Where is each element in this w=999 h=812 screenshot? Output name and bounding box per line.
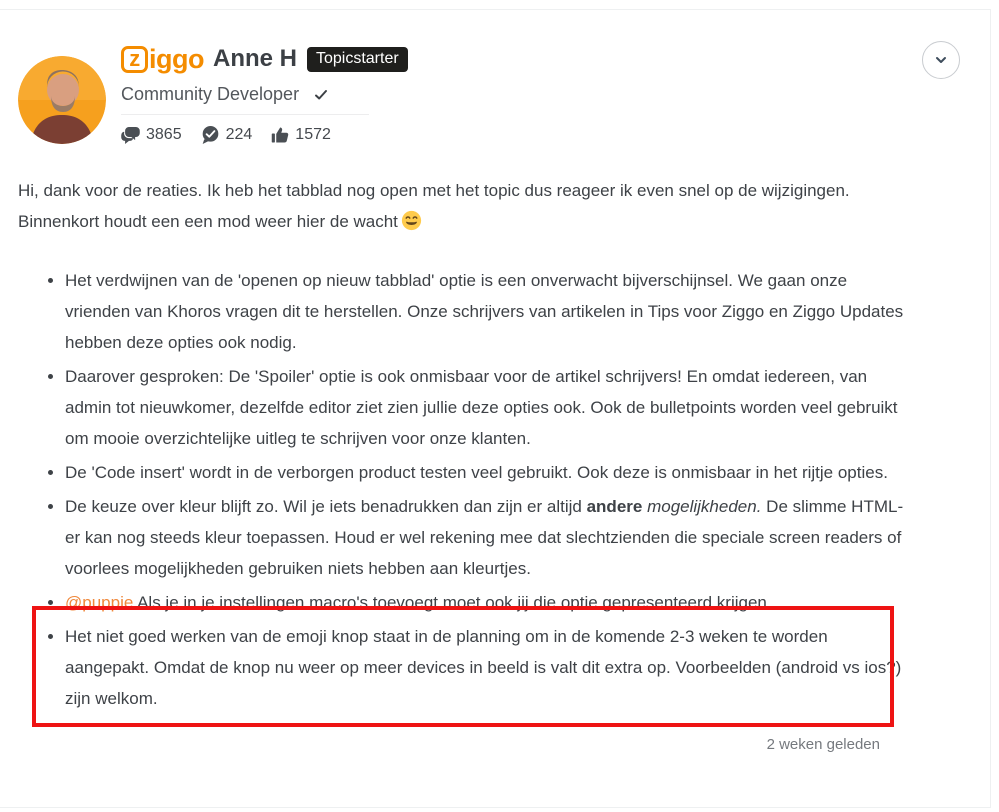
header-divider xyxy=(121,114,369,115)
bullet-text: De 'Code insert' wordt in de verborgen product testen veel gebruikt. Ook deze is onmisbaar in het rijtje opties. xyxy=(65,463,888,482)
ziggo-logo: z iggo xyxy=(121,44,204,75)
chevron-down-icon xyxy=(931,50,951,70)
bullet-text: De slimme HTML-er kan nog steeds kleur toepassen. Houd er wel rekening mee dat slechtzienden die speciale screen readers of voorlees mogelijkheden gebruiken niets hebben aan kleurtjes. xyxy=(65,497,904,578)
comments-count: 3865 xyxy=(121,126,182,144)
bullet-text: De keuze over kleur blijft zo. Wil je iets benadrukken dan zijn er altijd xyxy=(65,497,587,516)
likes-icon xyxy=(271,126,289,144)
intro-paragraph: Hi, dank voor de reaties. Ik heb het tabblad nog open met het topic dus reageer ik even snel op de wijzigingen. Binnenkort houdt een een mod weer hier de wacht xyxy=(18,175,904,241)
post-header xyxy=(18,43,990,144)
bullet-list xyxy=(18,265,904,714)
bullet-item xyxy=(65,587,904,618)
timestamp-row xyxy=(18,736,904,754)
solutions-icon xyxy=(201,126,220,144)
bullet-text: Als je in je instellingen macro's toevoegt moet ook jij die optie gepresenteerd krijgen. xyxy=(133,593,772,612)
post-card xyxy=(0,9,991,808)
bullet-item xyxy=(65,361,904,454)
post-timestamp: 2 weken geleden xyxy=(766,736,880,753)
mention-link[interactable]: @puppie xyxy=(65,593,134,612)
collapse-post-button[interactable] xyxy=(922,41,960,79)
stats-line xyxy=(121,126,408,144)
smiling-face-emoji xyxy=(401,210,422,241)
comments-icon xyxy=(121,127,140,144)
bullet-item xyxy=(65,621,904,714)
verified-check-icon xyxy=(313,87,329,103)
likes-count: 1572 xyxy=(271,126,331,144)
bullet-text: Daarover gesproken: De 'Spoiler' optie is ook onmisbaar voor de artikel schrijvers! En omdat iedereen, van admin tot nieuwkomer, dezelfde editor ziet zien jullie deze opties ook. Ook de bulletpoints worden veel gebruikt om mooie overzichtelijke uitleg te schrijven voor onze klanten. xyxy=(65,367,898,448)
bullet-item xyxy=(65,265,904,358)
topicstarter-badge: Topicstarter xyxy=(307,47,408,72)
author-line xyxy=(121,43,408,75)
author-role: Community Developer xyxy=(121,84,408,105)
ziggo-z-mark: z xyxy=(121,46,148,73)
bullet-text: mogelijkheden. xyxy=(647,497,762,516)
post-body xyxy=(18,175,990,754)
author-info xyxy=(121,43,408,144)
bullet-item xyxy=(65,457,904,488)
bullet-text: andere xyxy=(586,497,643,516)
solutions-count: 224 xyxy=(201,126,253,144)
avatar-image xyxy=(18,56,106,144)
author-name[interactable]: Anne H xyxy=(212,45,297,72)
avatar[interactable] xyxy=(18,56,106,144)
bullet-text: Het niet goed werken van de emoji knop staat in de planning om in de komende 2-3 weken te worden aangepakt. Omdat de knop nu weer op meer devices in beeld is valt dit extra op. Voorbeelden (android vs ios?) zijn welkom. xyxy=(65,627,902,708)
bullet-text: Het verdwijnen van de 'openen op nieuw tabblad' optie is een onverwacht bijverschijnsel. We gaan onze vrienden van Khoros vragen dit te herstellen. Onze schrijvers van artikelen in Tips voor Ziggo en Ziggo Updates hebben deze opties ook nodig. xyxy=(65,271,904,352)
bullet-item xyxy=(65,491,904,584)
